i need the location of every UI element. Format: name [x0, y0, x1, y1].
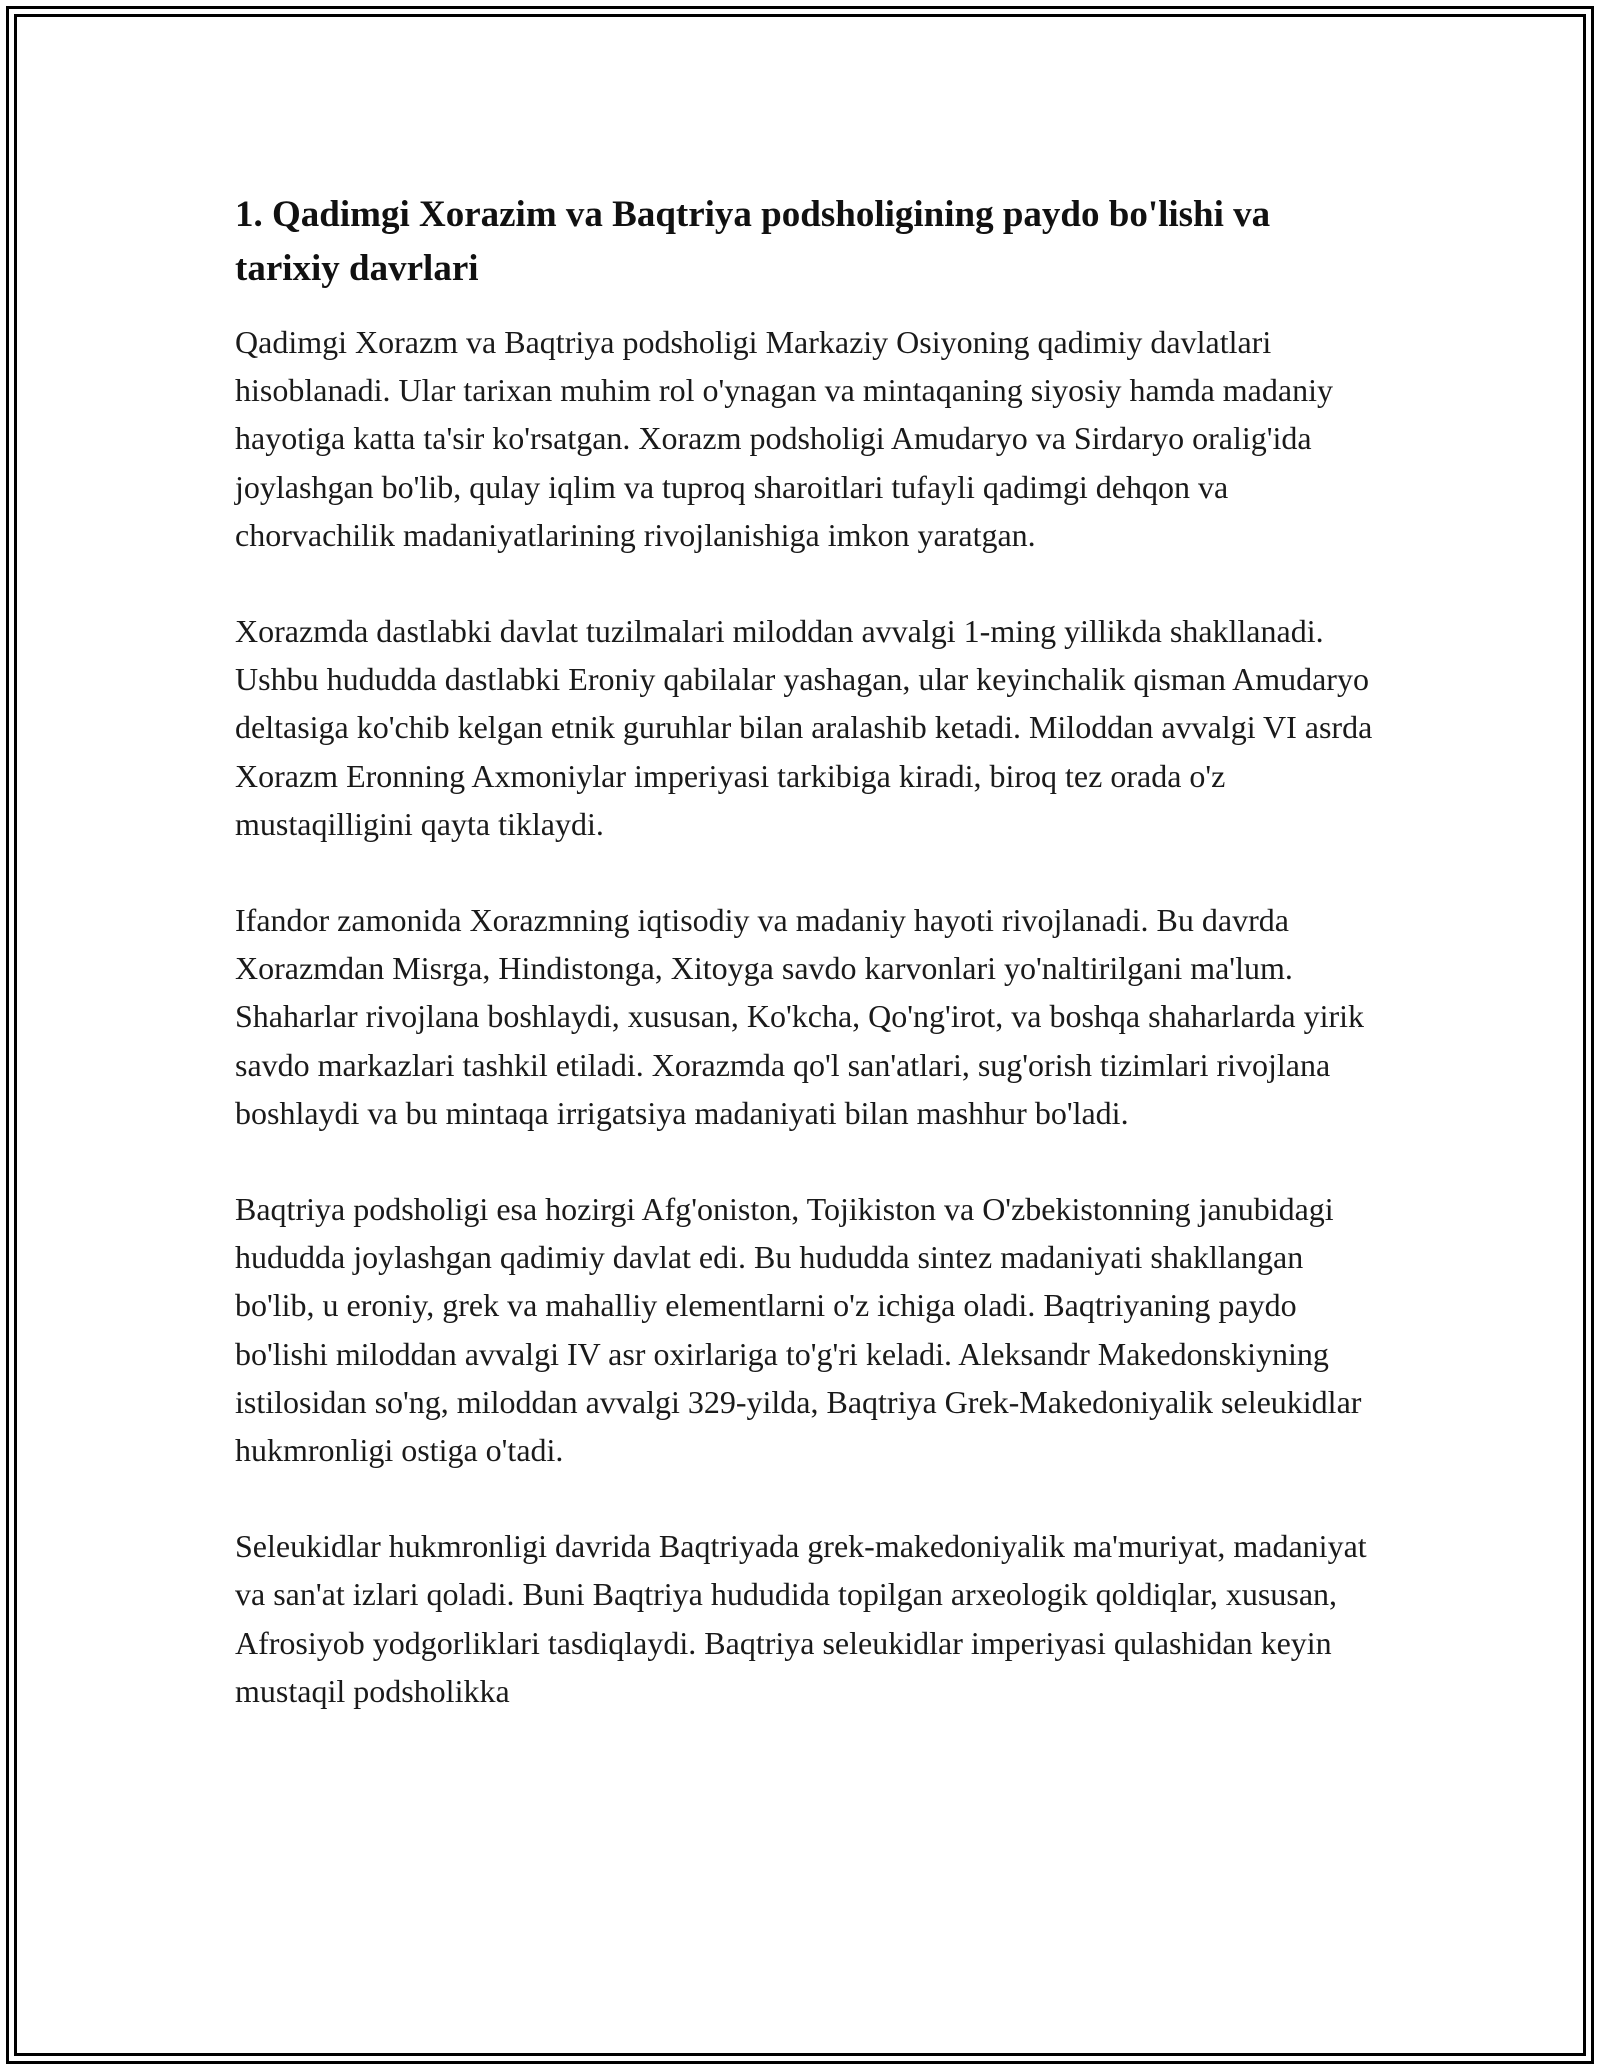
paragraph-2: Xorazmda dastlabki davlat tuzilmalari miloddan avvalgi 1-ming yillikda shakllanadi. Ushbu hududda dastlabki Eroniy qabilalar yashagan, ular keyinchalik qisman Amudaryo deltasiga ko'chib kelgan etnik guruhlar bilan aralashib ketadi. Miloddan avvalgi VI asrda Xorazm Eronning Axmoniylar imperiyasi tarkibiga kiradi, biroq tez orada o'z mustaqilligini qayta tiklaydi. [235, 613, 1373, 842]
paragraph-1: Qadimgi Xorazm va Baqtriya podsholigi Markaziy Osiyoning qadimiy davlatlari hisoblanadi. Ular tarixan muhim rol o'ynagan va mintaqaning siyosiy hamda madaniy hayotiga katta ta'sir ko'rsatgan. Xorazm podsholigi Amudaryo va Sirdaryo oralig'ida joylashgan bo'lib, qulay iqlim va tuproq sharoitlari tufayli qadimgi dehqon va chorvachilik madaniyatlarining rivojlanishiga imkon yaratgan. [235, 324, 1333, 553]
paragraph-3: Ifandor zamonida Xorazmning iqtisodiy va madaniy hayoti rivojlanadi. Bu davrda Xorazmdan Misrga, Hindistonga, Xitoyga savdo karvonlari yo'naltirilgani ma'lum. Shaharlar rivojlana boshlaydi, xususan, Ko'kcha, Qo'ng'irot, va boshqa shaharlarda yirik savdo markazlari tashkil etiladi. Xorazmda qo'l san'atlari, sug'orish tizimlari rivojlana boshlaydi va bu mintaqa irrigatsiya madaniyati bilan mashhur bo'ladi. [235, 902, 1365, 1131]
paragraph-4: Baqtriya podsholigi esa hozirgi Afg'oniston, Tojikiston va O'zbekistonning janubidagi hududda joylashgan qadimiy davlat edi. Bu hududda sintez madaniyati shakllangan bo'lib, u eroniy, grek va mahalliy elementlarni o'z ichiga oladi. Baqtriyaning paydo bo'lishi miloddan avvalgi IV asr oxirlariga to'g'ri keladi. Aleksandr Makedonskiyning istilosidan so'ng, miloddan avvalgi 329-yilda, Baqtriya Grek-Makedoniyalik seleukidlar hukmronligi ostiga o'tadi. [235, 1191, 1362, 1469]
paragraph-5: Seleukidlar hukmronligi davrida Baqtriyada grek-makedoniyalik ma'muriyat, madaniyat va san'at izlari qoladi. Buni Baqtriya hududida topilgan arxeologik qoldiqlar, xususan, Afrosiyob yodgorliklari tasdiqlaydi. Baqtriya seleukidlar imperiyasi qulashidan keyin mustaqil podsholikka [235, 1528, 1367, 1709]
document-body [235, 188, 1375, 1763]
section-title: 1. Qadimgi Xorazim va Baqtriya podsholigining paydo bo'lishi va tarixiy davrlari [235, 194, 1271, 289]
